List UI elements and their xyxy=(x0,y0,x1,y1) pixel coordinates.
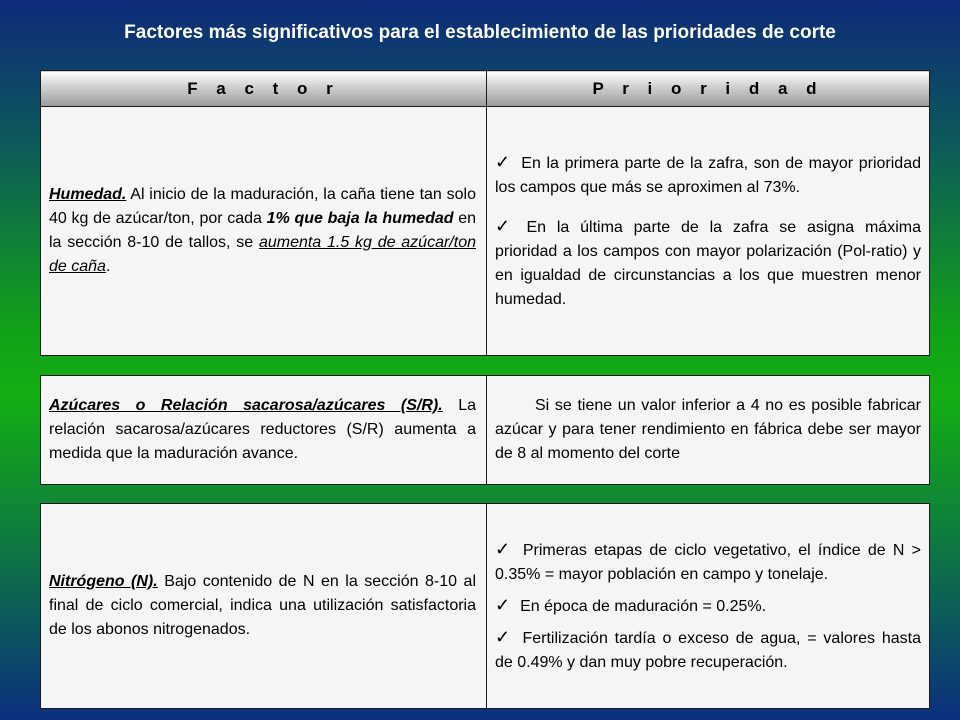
factor-text: . xyxy=(105,258,111,275)
priority-text: Si se tiene un valor inferior a 4 no es posible fabricar azúcar y para tener rendimiento en fábrica debe ser mayor de 8 al momento del corte xyxy=(495,397,921,462)
priority-text: Fertilización tardía o exceso de agua, = valores hasta de 0.49% y dan muy pobre recuperación. xyxy=(495,630,921,671)
priority-item xyxy=(495,537,921,587)
priority-item xyxy=(495,214,921,312)
page-title: Factores más significativos para el establecimiento de las prioridades de corte xyxy=(124,22,836,43)
header-prioridad: P r i o r i d a d xyxy=(487,71,930,107)
factor-name: Humedad. xyxy=(49,186,127,203)
factor-text: La relación sacarosa/azúcares reductores (S/R) aumenta a medida que la maduración avance. xyxy=(49,397,476,462)
priority-text: En la primera parte de la zafra, son de mayor prioridad los campos que más se aproximen al 73%. xyxy=(495,155,921,196)
check-icon: ✓ xyxy=(495,539,513,559)
priority-cell-nitrogeno xyxy=(487,504,930,709)
priority-table-azucares xyxy=(40,375,930,485)
priority-text: En la última parte de la zafra se asigna máxima prioridad a los campos con mayor polarización (Pol-ratio) y en igualdad de circunstancias a los que muestren menor humedad. xyxy=(495,219,921,308)
check-icon: ✓ xyxy=(495,152,512,172)
priority-cell-humedad xyxy=(487,107,930,356)
factor-cell-azucares xyxy=(41,376,487,485)
priority-text: En época de maduración = 0.25%. xyxy=(520,598,767,615)
factor-text: Bajo contenido de N en la sección 8-10 al final de ciclo comercial, indica una utilización satisfactoria de los abonos nitrogenados. xyxy=(49,573,477,638)
check-icon: ✓ xyxy=(495,595,511,615)
factor-name: Azúcares o Relación sacarosa/azúcares (S/R). xyxy=(49,397,443,414)
factor-cell-nitrogeno xyxy=(41,504,487,709)
factor-text: en la sección 8-10 de tallos, se xyxy=(49,210,477,251)
factor-highlight: aumenta 1.5 kg de azúcar/ton de caña xyxy=(49,234,476,275)
table-row xyxy=(41,107,930,356)
priority-item xyxy=(495,625,921,675)
priority-item xyxy=(495,593,921,619)
table-row xyxy=(41,504,930,709)
table-row xyxy=(41,376,930,485)
table-header-row xyxy=(41,71,930,107)
priority-table-nitrogeno xyxy=(40,503,930,709)
factor-name: Nitrógeno (N). xyxy=(49,573,158,590)
factor-text: Al inicio de la maduración, la caña tiene tan solo 40 kg de azúcar/ton, por cada xyxy=(49,186,476,227)
priority-item xyxy=(495,150,921,200)
priority-cell-azucares xyxy=(487,376,930,485)
priority-text: Primeras etapas de ciclo vegetativo, el índice de N > 0.35% = mayor población en campo y tonelaje. xyxy=(495,542,921,583)
check-icon: ✓ xyxy=(495,627,513,647)
check-icon: ✓ xyxy=(495,216,517,236)
factor-cell-humedad xyxy=(41,107,487,356)
factor-emphasis: 1% que baja la humedad xyxy=(266,210,454,227)
priority-table-humedad xyxy=(40,70,930,356)
header-factor: F a c t o r xyxy=(41,71,487,107)
